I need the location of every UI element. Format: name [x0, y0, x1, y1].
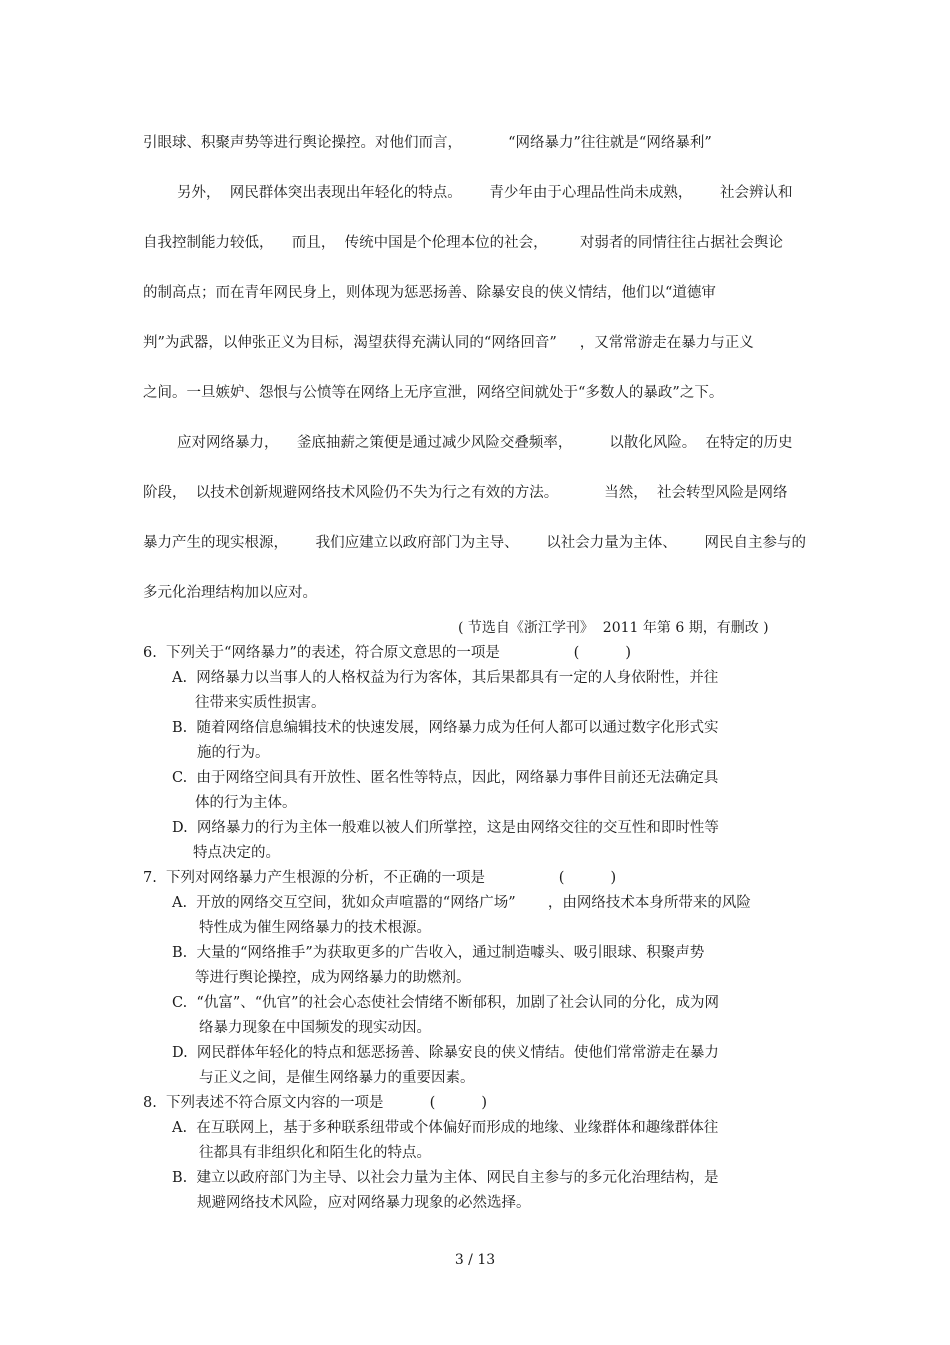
passage-line-10: 多元化治理结构加以应对。 [143, 585, 317, 601]
question-7-option-c: C. “仇富”、“仇官”的社会心态使社会情绪不断郁积，加剧了社会认同的分化，成为网 [172, 995, 720, 1011]
question-6-option-d: D. 网络暴力的行为主体一般难以被人们所掌控，这是由网络交往的交互性和即时性等 [172, 820, 719, 836]
question-6-option-a-cont: 往带来实质性损害。 [195, 695, 326, 711]
page-number: 3 / 13 [454, 1252, 496, 1268]
question-7-option-b: B. 大量的“网络推手”为获取更多的广告收入，通过制造噱头、吸引眼球、积聚声势 [172, 945, 705, 961]
question-6-option-b: B. 随着网络信息编辑技术的快速发展，网络暴力成为任何人都可以通过数字化形式实 [172, 720, 719, 736]
passage-line-1: 引眼球、积聚声势等进行舆论操控。对他们而言， “网络暴力”往往就是“网络暴利” [143, 135, 712, 151]
question-8-option-b-cont: 规避网络技术风险，应对网络暴力现象的必然选择。 [197, 1195, 531, 1211]
question-7-stem: 7. 下列对网络暴力产生根源的分析，不正确的一项是 ( ) [143, 870, 617, 886]
source-citation: ( 节选自《浙江学刊》 2011 年第 6 期，有删改 ) [458, 620, 769, 636]
passage-line-4: 的制高点；而在青年网民身上，则体现为惩恶扬善、除暴安良的侠义情结，他们以“道德审 [143, 285, 716, 301]
question-7-option-d-cont: 与正义之间，是催生网络暴力的重要因素。 [199, 1070, 475, 1086]
question-7-option-b-cont: 等进行舆论操控，成为网络暴力的助燃剂。 [195, 970, 471, 986]
question-8-option-a: A. 在互联网上，基于多种联系纽带或个体偏好而形成的地缘、业缘群体和趣缘群体往 [172, 1120, 719, 1136]
question-6-option-c: C. 由于网络空间具有开放性、匿名性等特点，因此，网络暴力事件目前还无法确定具 [172, 770, 719, 786]
question-6-option-a: A. 网络暴力以当事人的人格权益为行为客体，其后果都具有一定的人身依附性，并往 [172, 670, 719, 686]
passage-line-7: 应对网络暴力， 釜底抽薪之策便是通过减少风险交叠频率， 以散化风险。 在特定的历史 [177, 435, 793, 451]
question-6-option-d-cont: 特点决定的。 [193, 845, 280, 861]
passage-line-9: 暴力产生的现实根源， 我们应建立以政府部门为主导、 以社会力量为主体、 网民自主参与的 [143, 535, 806, 551]
question-7-option-c-cont: 络暴力现象在中国频发的现实动因。 [199, 1020, 431, 1036]
question-8-option-b: B. 建立以政府部门为主导、以社会力量为主体、网民自主参与的多元化治理结构，是 [172, 1170, 719, 1186]
passage-line-3: 自我控制能力较低， 而且， 传统中国是个伦理本位的社会， 对弱者的同情往往占据社会舆论 [143, 235, 783, 251]
question-6-option-b-cont: 施的行为。 [197, 745, 270, 761]
passage-line-5: 判”为武器，以伸张正义为目标，渴望获得充满认同的“网络回音” ，又常常游走在暴力与正义 [143, 335, 754, 351]
passage-line-8: 阶段， 以技术创新规避网络技术风险仍不失为行之有效的方法。 当然， 社会转型风险是网络 [143, 485, 788, 501]
passage-line-6: 之间。一旦嫉妒、怨恨与公愤等在网络上无序宣泄，网络空间就处于“多数人的暴政”之下。 [143, 385, 724, 401]
question-8-option-a-cont: 往都具有非组织化和陌生化的特点。 [199, 1145, 431, 1161]
question-6-stem: 6. 下列关于“网络暴力”的表述，符合原文意思的一项是 ( ) [143, 645, 632, 661]
question-8-stem: 8. 下列表述不符合原文内容的一项是 ( ) [143, 1095, 488, 1111]
question-7-option-a-cont: 特性成为催生网络暴力的技术根源。 [199, 920, 431, 936]
question-7-option-a: A. 开放的网络交互空间，犹如众声喧嚣的“网络广场” ，由网络技术本身所带来的风险 [172, 895, 751, 911]
passage-line-2: 另外， 网民群体突出表现出年轻化的特点。 青少年由于心理品性尚未成熟， 社会辨认和 [177, 185, 793, 201]
question-6-option-c-cont: 体的行为主体。 [195, 795, 297, 811]
question-7-option-d: D. 网民群体年轻化的特点和惩恶扬善、除暴安良的侠义情结。使他们常常游走在暴力 [172, 1045, 719, 1061]
